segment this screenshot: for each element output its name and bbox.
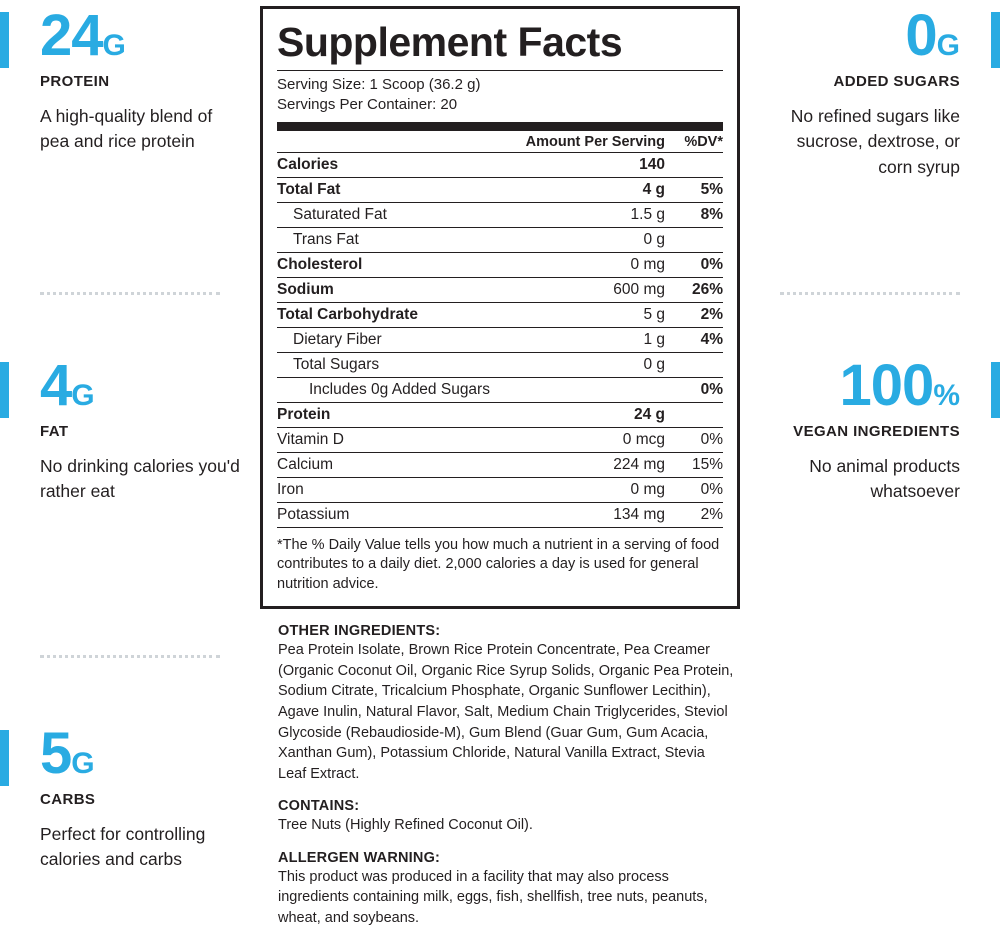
nutrient-dv: 2% bbox=[671, 302, 723, 327]
nutrient-amount: 134 mg bbox=[511, 502, 671, 527]
right-highlight-column bbox=[760, 0, 1000, 921]
table-row bbox=[277, 477, 723, 502]
accent-bar bbox=[0, 12, 9, 68]
table-row bbox=[277, 202, 723, 227]
accent-bar bbox=[0, 730, 9, 786]
highlight-protein bbox=[0, 3, 240, 155]
nutrient-name: Saturated Fat bbox=[277, 202, 511, 227]
accent-bar bbox=[991, 12, 1000, 68]
supplement-facts-panel bbox=[260, 6, 740, 609]
nutrient-amount: 0 mg bbox=[511, 252, 671, 277]
highlight-value: 5G bbox=[40, 721, 95, 786]
nutrient-name: Cholesterol bbox=[277, 252, 511, 277]
highlight-label: ADDED SUGARS bbox=[833, 73, 960, 91]
header-blank bbox=[277, 131, 511, 153]
nutrient-dv: 4% bbox=[671, 327, 723, 352]
highlight-description: No refined sugars like sucrose, dextrose, or corn syrup bbox=[790, 106, 960, 177]
table-row bbox=[277, 402, 723, 427]
nutrient-amount: 224 mg bbox=[511, 452, 671, 477]
nutrient-dv: 0% bbox=[671, 252, 723, 277]
highlight-unit: % bbox=[933, 379, 960, 412]
daily-value-footnote: *The % Daily Value tells you how much a nutrient in a serving of food contributes to a daily diet. 2,000 calories a day is used for general nutrition advice. bbox=[277, 536, 720, 592]
nutrient-amount: 0 mcg bbox=[511, 427, 671, 452]
nutrient-amount: 600 mg bbox=[511, 277, 671, 302]
nutrient-amount: 1.5 g bbox=[511, 202, 671, 227]
center-column bbox=[260, 6, 740, 929]
highlight-value: 24G bbox=[40, 3, 126, 68]
table-row bbox=[277, 277, 723, 302]
ingredients-section bbox=[260, 623, 740, 928]
accent-bar bbox=[991, 362, 1000, 418]
other-ingredients-title: OTHER INGREDIENTS: bbox=[278, 623, 441, 640]
contains-title: CONTAINS: bbox=[278, 798, 360, 815]
nutrient-dv bbox=[671, 152, 723, 177]
highlight-added-sugars bbox=[760, 3, 1000, 180]
nutrient-dv: 26% bbox=[671, 277, 723, 302]
highlight-fat bbox=[0, 353, 240, 505]
nutrition-table bbox=[277, 131, 723, 528]
allergen-warning-body: This product was produced in a facility that may also process ingredients containing milk, eggs, fish, shellfish, tree nuts, peanuts, wheat, and soybeans. bbox=[278, 868, 708, 927]
highlight-value: 4G bbox=[40, 353, 95, 418]
nutrient-amount: 0 g bbox=[511, 227, 671, 252]
table-row bbox=[277, 177, 723, 202]
table-row bbox=[277, 227, 723, 252]
highlight-unit: G bbox=[102, 29, 126, 62]
table-row bbox=[277, 352, 723, 377]
nutrient-dv: 5% bbox=[671, 177, 723, 202]
nutrient-dv: 0% bbox=[671, 477, 723, 502]
highlight-value: 100% bbox=[839, 353, 960, 418]
nutrient-dv: 8% bbox=[671, 202, 723, 227]
table-header-row bbox=[277, 131, 723, 153]
rule bbox=[277, 122, 723, 131]
highlight-label: PROTEIN bbox=[40, 73, 110, 91]
left-highlight-column bbox=[0, 0, 240, 921]
nutrient-dv bbox=[671, 352, 723, 377]
table-row bbox=[277, 327, 723, 352]
nutrient-dv: 0% bbox=[671, 377, 723, 402]
nutrient-name: Includes 0g Added Sugars bbox=[277, 377, 511, 402]
nutrient-dv: 0% bbox=[671, 427, 723, 452]
nutrient-name: Calcium bbox=[277, 452, 511, 477]
divider bbox=[40, 655, 220, 658]
table-row bbox=[277, 502, 723, 527]
highlight-label: VEGAN INGREDIENTS bbox=[793, 423, 960, 441]
highlight-description: No drinking calories you'd rather eat bbox=[40, 456, 240, 502]
nutrient-name: Sodium bbox=[277, 277, 511, 302]
highlight-carbs bbox=[0, 721, 240, 873]
highlight-unit: G bbox=[71, 379, 95, 412]
nutrient-name: Total Sugars bbox=[277, 352, 511, 377]
accent-bar bbox=[0, 362, 9, 418]
highlight-label: CARBS bbox=[40, 791, 96, 809]
servings-per-container: Servings Per Container: 20 bbox=[277, 96, 458, 114]
highlight-value: 0G bbox=[905, 3, 960, 68]
highlight-description: A high-quality blend of pea and rice protein bbox=[40, 106, 213, 152]
contains-body: Tree Nuts (Highly Refined Coconut Oil). bbox=[278, 817, 533, 834]
header-dv: %DV* bbox=[671, 131, 723, 153]
serving-size: Serving Size: 1 Scoop (36.2 g) bbox=[277, 76, 481, 94]
highlight-label: FAT bbox=[40, 423, 69, 441]
highlight-description: No animal products whatsoever bbox=[809, 456, 960, 502]
nutrient-amount: 0 g bbox=[511, 352, 671, 377]
nutrient-amount: 24 g bbox=[511, 402, 671, 427]
nutrient-name: Calories bbox=[277, 152, 511, 177]
highlight-unit: G bbox=[936, 29, 960, 62]
nutrient-amount: 140 bbox=[511, 152, 671, 177]
table-row bbox=[277, 377, 723, 402]
highlight-unit: G bbox=[71, 747, 95, 780]
nutrient-name: Protein bbox=[277, 402, 511, 427]
table-row bbox=[277, 302, 723, 327]
table-row bbox=[277, 452, 723, 477]
nutrient-name: Iron bbox=[277, 477, 511, 502]
nutrient-dv: 2% bbox=[671, 502, 723, 527]
divider bbox=[780, 292, 960, 295]
nutrient-name: Total Carbohydrate bbox=[277, 302, 511, 327]
nutrient-dv: 15% bbox=[671, 452, 723, 477]
other-ingredients-body: Pea Protein Isolate, Brown Rice Protein Concentrate, Pea Creamer (Organic Coconut Oil, Organic Rice Syrup Solids, Organic Pea Protein, Sodium Citrate, Tricalcium Phosphate, Organic Sunflower Lecithin), Agave Inulin, Natural Flavor, Salt, Medium Chain Triglycerides, Steviol Glycoside (Rebaudioside-M), Gum Blend (Guar Gum, Gum Acacia, Xanthan Gum), Potassium Chloride, Natural Vanilla Extract, Stevia Leaf Extract. bbox=[278, 642, 734, 782]
nutrient-dv bbox=[671, 402, 723, 427]
table-row bbox=[277, 152, 723, 177]
highlight-description: Perfect for controlling calories and carbs bbox=[40, 824, 206, 870]
nutrient-name: Total Fat bbox=[277, 177, 511, 202]
panel-title: Supplement Facts bbox=[277, 19, 623, 65]
table-row bbox=[277, 252, 723, 277]
nutrient-dv bbox=[671, 227, 723, 252]
table-row bbox=[277, 427, 723, 452]
nutrient-amount: 1 g bbox=[511, 327, 671, 352]
nutrient-amount: 4 g bbox=[511, 177, 671, 202]
nutrient-amount: 0 mg bbox=[511, 477, 671, 502]
nutrient-amount bbox=[511, 377, 671, 402]
divider bbox=[40, 292, 220, 295]
nutrient-name: Trans Fat bbox=[277, 227, 511, 252]
nutrient-amount: 5 g bbox=[511, 302, 671, 327]
highlight-vegan bbox=[760, 353, 1000, 505]
nutrient-name: Dietary Fiber bbox=[277, 327, 511, 352]
nutrient-name: Vitamin D bbox=[277, 427, 511, 452]
header-amount: Amount Per Serving bbox=[511, 131, 671, 153]
nutrient-name: Potassium bbox=[277, 502, 511, 527]
allergen-warning-title: ALLERGEN WARNING: bbox=[278, 849, 441, 866]
